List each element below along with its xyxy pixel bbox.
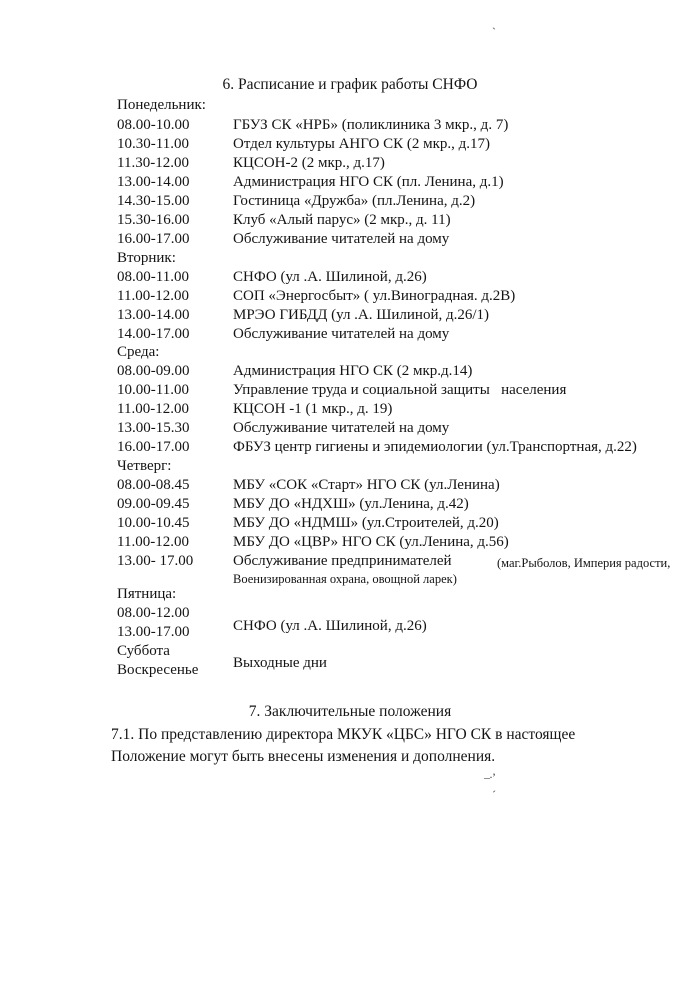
schedule-location: Клуб «Алый парус» (2 мкр., д. 11): [233, 212, 451, 228]
schedule-time: 15.30-16.00: [117, 212, 190, 228]
schedule-row: [0, 231, 700, 251]
schedule-location: КЦСОН-2 (2 мкр., д.17): [233, 155, 385, 171]
schedule-note-continued: Военизированная охрана, овощной ларек): [233, 572, 457, 586]
schedule-note: (маг.Рыболов, Империя радости,: [497, 556, 671, 570]
schedule-row: [0, 420, 700, 440]
word: представлению: [160, 726, 263, 743]
schedule-time: 08.00-08.45: [117, 477, 190, 493]
word: СК: [470, 726, 492, 743]
schedule-location: Обслуживание предпринимателей: [233, 553, 452, 569]
day-label-sunday: Воскресенье: [117, 662, 199, 678]
schedule-row: [0, 382, 700, 402]
schedule-time: 16.00-17.00: [117, 231, 190, 247]
schedule-location: ФБУЗ центр гигиены и эпидемиологии (ул.Транспортная, д.22): [233, 439, 637, 455]
schedule-row: [0, 288, 700, 308]
schedule-row: [0, 439, 700, 459]
word: По: [138, 726, 158, 743]
schedule-time: 10.00-10.45: [117, 515, 190, 531]
schedule-row: [0, 515, 700, 535]
day-label-friday: Пятница:: [117, 586, 177, 602]
paragraph-line: [111, 724, 660, 746]
word: НГО: [435, 726, 467, 743]
weekend-note: Выходные дни: [233, 655, 327, 671]
schedule-location: ГБУЗ СК «НРБ» (поликлиника 3 мкр., д. 7): [233, 117, 509, 133]
schedule-time: 11.30-12.00: [117, 155, 189, 171]
schedule-row: [0, 117, 700, 137]
schedule-row: [0, 212, 700, 232]
schedule-location: МРЭО ГИБДД (ул .А. Шилиной, д.26/1): [233, 307, 490, 323]
schedule-time: 14.00-17.00: [117, 326, 190, 342]
schedule-location: МБУ ДО «НДМШ» (ул.Строителей, д.20): [233, 515, 499, 531]
schedule-row: [0, 136, 700, 156]
schedule-location: Администрация НГО СК (пл. Ленина, д.1): [233, 174, 504, 190]
scan-mark: ˏ: [492, 16, 496, 30]
scan-mark: –·’: [484, 770, 495, 784]
schedule-time: 11.00-12.00: [117, 534, 189, 550]
schedule-location: СОП «Энергосбыт» ( ул.Виноградная. д.2В): [233, 288, 516, 304]
scan-mark: ˊ: [492, 788, 496, 802]
schedule-time: 13.00-17.00: [117, 624, 190, 640]
schedule-row: [0, 553, 700, 573]
schedule-location: Гостиница «Дружба» (пл.Ленина, д.2): [233, 193, 476, 209]
schedule-row: [0, 307, 700, 327]
schedule-location: Администрация НГО СК (2 мкр.д.14): [233, 363, 473, 379]
schedule-time: 08.00-11.00: [117, 269, 189, 285]
schedule-time: 16.00-17.00: [117, 439, 190, 455]
schedule-location: Обслуживание читателей на дому: [233, 420, 450, 436]
schedule-time: 08.00-09.00: [117, 363, 190, 379]
schedule-time: 14.30-15.00: [117, 193, 190, 209]
schedule-time: 11.00-12.00: [117, 401, 189, 417]
schedule-time: 09.00-09.45: [117, 496, 190, 512]
schedule-row: [0, 269, 700, 289]
schedule-time: 10.00-11.00: [117, 382, 189, 398]
schedule-time: 13.00- 17.00: [117, 553, 194, 569]
schedule-row: [0, 193, 700, 213]
schedule-row: [0, 174, 700, 194]
word: «ЦБС»: [386, 726, 432, 743]
day-label-saturday: Суббота: [117, 643, 170, 659]
schedule-time: 13.00-14.00: [117, 174, 190, 190]
schedule-location: МБУ «СОК «Старт» НГО СК (ул.Ленина): [233, 477, 500, 493]
schedule-row: [0, 401, 700, 421]
paragraph-line: Положение могут быть внесены изменения и дополнения.: [111, 748, 496, 765]
final-provisions-paragraph: [111, 724, 660, 768]
schedule-location: КЦСОН -1 (1 мкр., д. 19): [233, 401, 393, 417]
schedule-location: Обслуживание читателей на дому: [233, 326, 450, 342]
schedule-location: Управление труда и социальной защиты населения: [233, 382, 567, 398]
schedule-row: [0, 477, 700, 497]
schedule-row: [0, 534, 700, 554]
schedule-location: МБУ ДО «ЦВР» НГО СК (ул.Ленина, д.56): [233, 534, 509, 550]
schedule-time: 13.00-15.30: [117, 420, 190, 436]
schedule-time: 10.30-11.00: [117, 136, 189, 152]
schedule-row: [0, 326, 700, 346]
schedule-row: [0, 155, 700, 175]
day-label-thursday: Четверг:: [117, 458, 172, 474]
word: МКУК: [337, 726, 383, 743]
word: настоящее: [506, 726, 576, 743]
word: 7.1.: [111, 726, 135, 743]
word: директора: [266, 726, 334, 743]
schedule-time: 08.00-10.00: [117, 117, 190, 133]
schedule-row: [0, 363, 700, 383]
word: в: [495, 726, 503, 743]
day-label-wednesday: Среда:: [117, 344, 160, 360]
schedule-row: [0, 496, 700, 516]
day-label-tuesday: Вторник:: [117, 250, 176, 266]
schedule-location: СНФО (ул .А. Шилиной, д.26): [233, 269, 427, 285]
schedule-time: 08.00-12.00: [117, 605, 190, 621]
day-label-monday: Понедельник:: [117, 97, 206, 113]
schedule-location: Отдел культуры АНГО СК (2 мкр., д.17): [233, 136, 491, 152]
section-7-title: 7. Заключительные положения: [248, 703, 452, 720]
section-6-title: 6. Расписание и график работы СНФО: [222, 76, 478, 93]
schedule-time: 11.00-12.00: [117, 288, 189, 304]
schedule-location: СНФО (ул .А. Шилиной, д.26): [233, 618, 427, 634]
schedule-time: 13.00-14.00: [117, 307, 190, 323]
schedule-location: Обслуживание читателей на дому: [233, 231, 450, 247]
schedule-location: МБУ ДО «НДХШ» (ул.Ленина, д.42): [233, 496, 469, 512]
